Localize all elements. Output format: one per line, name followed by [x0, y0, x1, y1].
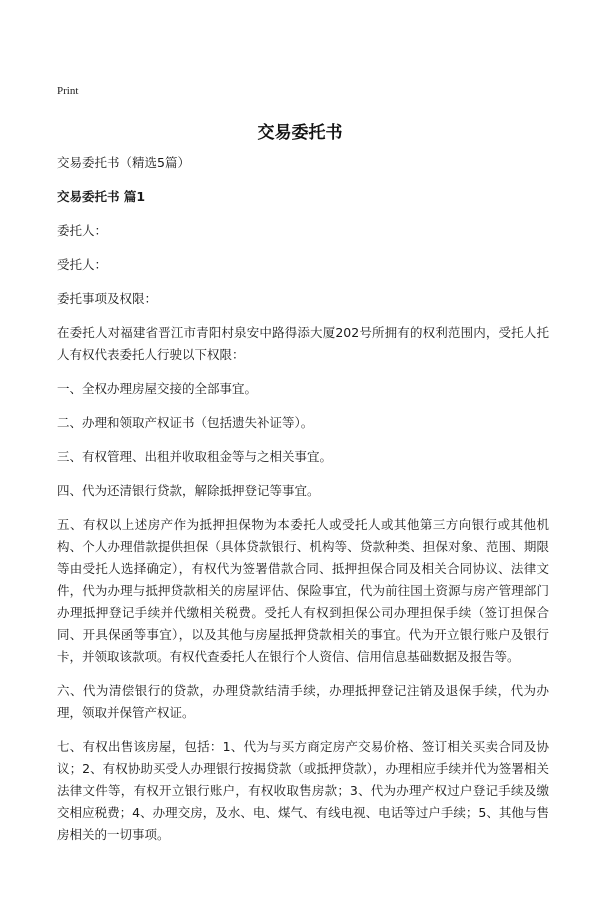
- paragraph-item-7: 七、有权出售该房屋，包括：1、代为与买方商定房产交易价格、签订相关买卖合同及协议；2、有权协助买受人办理银行按揭贷款（或抵押贷款），办理相应手续并代为签署相关法律文件等，有权开立银行账户，有权收取售房款；3、代为办理产权过户登记手续及缴交相应税费；4、办理交房，及水、电、煤气、有线电视、电话等过户手续；5、其他与售房相关的一切事项。: [57, 739, 549, 842]
- section-heading: 交易委托书 篇1: [57, 189, 146, 204]
- document-title: 交易委托书: [257, 123, 343, 143]
- paragraph-item-5: 五、有权以上述房产作为抵押担保物为本委托人或受托人或其他第三方向银行或其他机构、个人办理借款提供担保（具体贷款银行、机构等、贷款种类、担保对象、范围、期限等由受托人选择确定），有权代为签署借款合同、抵押担保合同及相关合同协议、法律文件，代为办理与抵押贷款相关的房屋评估、保险事宜，代为前往国土资源与房产管理部门办理抵押登记手续并代缴相关税费。受托人有权到担保公司办理担保手续（签订担保合同、开具保函等事宜），以及其他与房屋抵押贷款相关的事宜。代为开立银行账户及银行卡，并领取该款项。有权代查委托人在银行个人资信、信用信息基础数据及报告等。: [57, 517, 549, 664]
- paragraph-agent: 受托人：: [57, 257, 108, 272]
- paragraph-matters-heading: 委托事项及权限：: [57, 291, 158, 306]
- paragraph-item-4: 四、代为还清银行贷款，解除抵押登记等事宜。: [57, 483, 320, 498]
- paragraph-item-3: 三、有权管理、出租并收取租金等与之相关事宜。: [57, 449, 333, 464]
- paragraph-intro: 在委托人对福建省晋江市青阳村泉安中路得添大厦202号所拥有的权利范围内，受托人托人有权代表委托人行驶以下权限：: [57, 325, 549, 362]
- document-subtitle: 交易委托书（精选5篇）: [57, 155, 190, 170]
- paragraph-item-6: 六、代为清偿银行的贷款，办理贷款结清手续，办理抵押登记注销及退保手续，代为办理，领取并保管产权证。: [57, 683, 549, 720]
- paragraph-item-1: 一、全权办理房屋交接的全部事宜。: [57, 381, 258, 396]
- print-label: Print: [57, 85, 79, 97]
- paragraph-principal: 委托人：: [57, 223, 108, 238]
- paragraph-item-2: 二、办理和领取产权证书（包括遗失补证等）。: [57, 415, 314, 430]
- document-body: [57, 152, 549, 858]
